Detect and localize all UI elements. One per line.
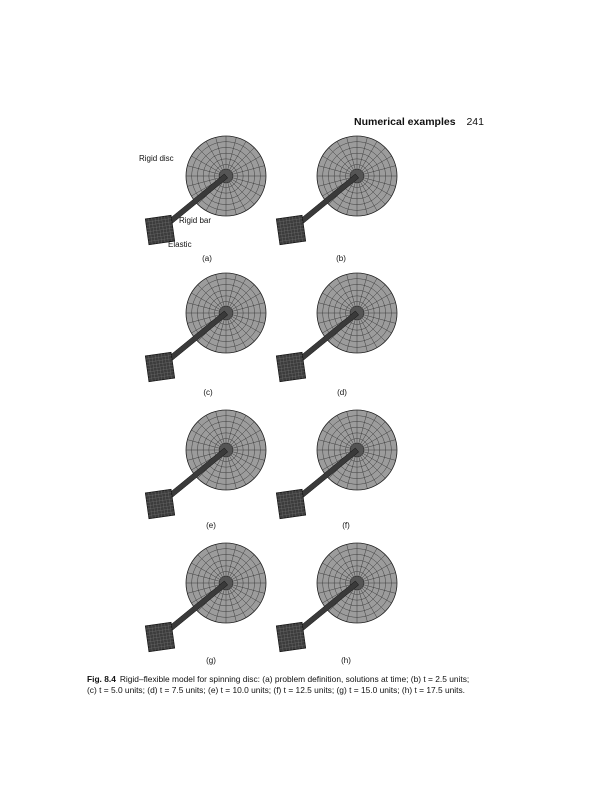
label-elastic: Elastic [168,240,192,249]
panel-label-a: (a) [202,254,212,263]
figure-panel-a [140,128,280,248]
section-title: Numerical examples [353,116,456,128]
spinning-disc-model-f [271,402,411,522]
figure-panel-b [271,128,411,248]
figure-panel-d [271,265,411,385]
figure-panel-e [140,402,280,522]
figure-panel-c [140,265,280,385]
caption-label: Fig. 8.4 [87,674,116,684]
spinning-disc-model-d [271,265,411,385]
panel-label-f: (f) [342,521,350,530]
panel-label-b: (b) [336,254,346,263]
label-rigid-bar: Rigid bar [179,216,212,225]
spinning-disc-model-b [271,128,411,248]
caption-text: Rigid–flexible model for spinning disc: (a) problem definition, solutions at time; (b) t = 2.5 units; (c) t = 5.0 units; (d) t = 7.5 units; (e) t = 10.0 units; (f) t = 12.5 units; (g) t = 15.0 units; (h) t = 17.5 units. [87,674,470,695]
panel-label-h: (h) [341,656,351,665]
panel-label-d: (d) [337,388,347,397]
spinning-disc-model-c [140,265,280,385]
panel-label-c: (c) [203,388,213,397]
figure-caption [87,674,477,696]
spinning-disc-model-a [140,128,280,248]
spinning-disc-model-h [271,535,411,655]
figure-panel-f [271,402,411,522]
panel-label-g: (g) [206,656,216,665]
spinning-disc-model-e [140,402,280,522]
panel-label-e: (e) [206,521,216,530]
spinning-disc-model-g [140,535,280,655]
page-number: 241 [466,116,484,128]
figure-panel-h [271,535,411,655]
figure-panel-g [140,535,280,655]
label-rigid-disc: Rigid disc [139,154,174,163]
running-header [354,116,484,128]
